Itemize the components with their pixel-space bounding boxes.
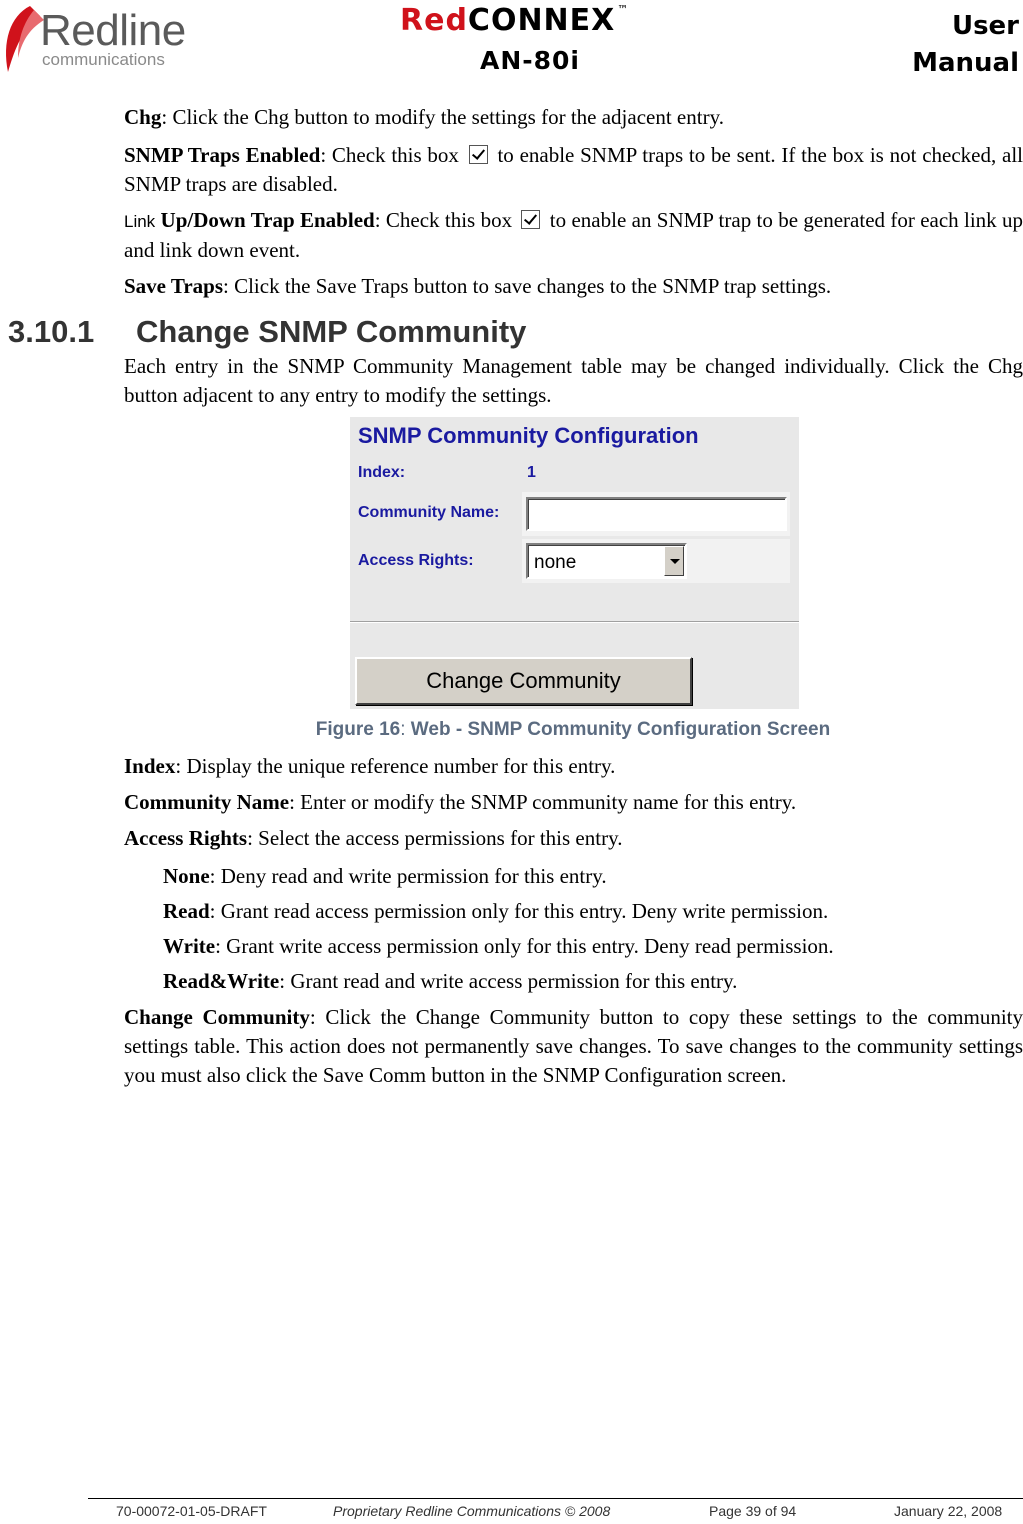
definition-write xyxy=(163,932,1023,961)
product-brand xyxy=(400,3,700,38)
description: : Select the access permissions for this entry. xyxy=(247,826,623,850)
manual-label xyxy=(889,8,1019,82)
section-heading xyxy=(8,314,526,350)
figure-caption xyxy=(0,719,1023,741)
checkbox-checked-icon xyxy=(469,145,488,164)
term: Community Name xyxy=(124,790,290,814)
description-end: to enable an SNMP trap to be generated for each link up and link down event. xyxy=(124,208,1023,262)
caption-separator: : xyxy=(400,719,411,740)
brand-red-part: Red xyxy=(400,3,468,38)
checkbox-checked-icon xyxy=(521,210,540,229)
footer-date: January 22, 2008 xyxy=(894,1503,1003,1519)
config-title: SNMP Community Configuration xyxy=(358,423,699,448)
term: Change Community xyxy=(124,1005,310,1029)
definition-change-community xyxy=(124,1003,1023,1090)
term: SNMP Traps Enabled xyxy=(124,143,321,167)
footer-copyright: Proprietary Redline Communications © 2008 xyxy=(333,1503,611,1519)
definition-index xyxy=(124,752,1023,781)
access-rights-value: none xyxy=(534,552,577,573)
description: : Display the unique reference number for this entry. xyxy=(175,754,616,778)
dropdown-arrow-icon[interactable] xyxy=(664,546,684,576)
section-intro: Each entry in the SNMP Community Management table may be changed individually. Click the Chg button adjacent to any entry to modify the settings. xyxy=(124,354,1023,407)
term: Up/Down Trap Enabled xyxy=(160,208,375,232)
index-value: 1 xyxy=(527,464,536,481)
term: Write xyxy=(163,934,216,958)
logo-subtitle: communications xyxy=(42,50,165,69)
snmp-traps-enabled-description xyxy=(124,141,1023,199)
divider xyxy=(350,621,799,623)
manual-label-line1: User xyxy=(951,11,1019,41)
definition-none xyxy=(163,862,1023,891)
description: : Grant read access permission only for this entry. Deny write permission. xyxy=(209,899,829,923)
access-rights-select[interactable] xyxy=(526,543,687,579)
index-label: Index: xyxy=(358,464,406,481)
footer-doc-id: 70-00072-01-05-DRAFT xyxy=(116,1503,267,1519)
term: None xyxy=(163,864,210,888)
description: : Click the Change Community button to copy these settings to the community settings table. This action does not permanently save changes. To save changes to the community settings you must also click the Save Comm button in the SNMP Configuration screen. xyxy=(124,1005,1023,1087)
product-model: AN-80i xyxy=(480,46,581,75)
term: Read xyxy=(163,899,210,923)
redline-logo xyxy=(0,2,215,80)
community-name-input[interactable] xyxy=(526,497,787,531)
definition-community-name xyxy=(124,788,1023,817)
logo-wordmark: Redline xyxy=(40,6,186,55)
footer-page-number: Page 39 of 94 xyxy=(709,1503,797,1519)
description: : Click the Save Traps button to save changes to the SNMP trap settings. xyxy=(223,274,832,298)
term: Save Traps xyxy=(124,274,223,298)
community-name-label: Community Name: xyxy=(358,504,500,521)
description-end: to enable SNMP traps to be sent. If the box is not checked, all SNMP traps are disabled. xyxy=(124,143,1023,196)
caption-text: Web - SNMP Community Configuration Screen xyxy=(410,719,831,740)
save-traps-description xyxy=(124,272,1023,301)
description: : Deny read and write permission for this entry. xyxy=(209,864,607,888)
term: Index xyxy=(124,754,176,778)
access-rights-label: Access Rights: xyxy=(358,552,474,569)
section-number: 3.10.1 xyxy=(8,314,95,349)
term: Access Rights xyxy=(124,826,248,850)
brand-black-part: CONNEX xyxy=(467,3,616,38)
snmp-community-config-screenshot xyxy=(350,417,799,709)
description-start: : Check this box xyxy=(374,208,513,232)
description-start: : Check this box xyxy=(320,143,459,167)
term: Read&Write xyxy=(163,969,280,993)
section-title: Change SNMP Community xyxy=(136,314,527,349)
description: : Enter or modify the SNMP community name for this entry. xyxy=(289,790,797,814)
link-trap-enabled-description xyxy=(124,206,1023,265)
chg-description xyxy=(124,103,1023,132)
definition-access-rights xyxy=(124,824,1023,853)
definition-read xyxy=(163,897,1023,926)
description: : Click the Chg button to modify the settings for the adjacent entry. xyxy=(161,105,724,129)
brand-trademark: ™ xyxy=(617,3,630,16)
footer-divider xyxy=(88,1498,1023,1499)
manual-label-line2: Manual xyxy=(912,48,1019,78)
term: Chg xyxy=(124,105,162,129)
caption-number: Figure 16 xyxy=(315,719,401,740)
definition-read-write xyxy=(163,967,1023,996)
description: : Grant read and write access permission for this entry. xyxy=(279,969,738,993)
page-header xyxy=(0,0,1023,90)
description: : Grant write access permission only for this entry. Deny read permission. xyxy=(215,934,834,958)
change-community-button[interactable]: Change Community xyxy=(355,657,692,705)
term-prefix: Link xyxy=(124,212,156,231)
